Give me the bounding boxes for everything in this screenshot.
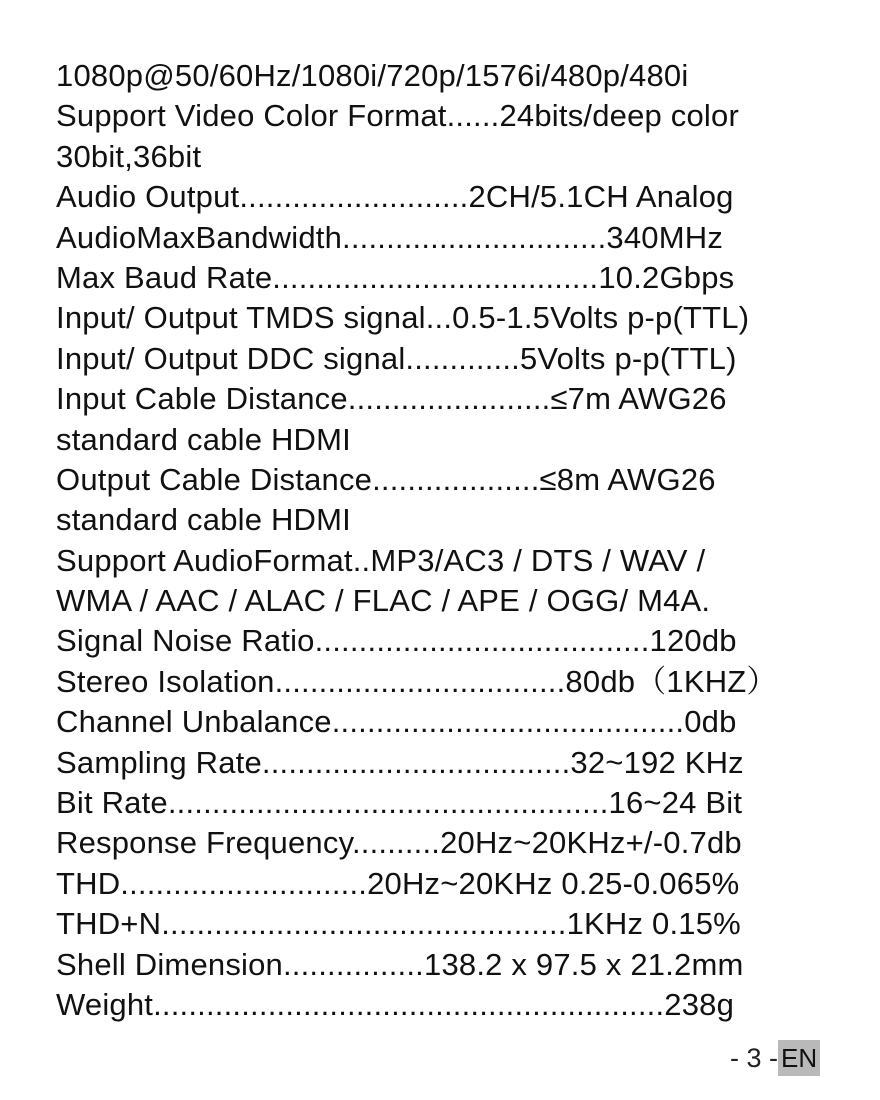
spec-line: Input/ Output TMDS signal...0.5-1.5Volts p-p(TTL) xyxy=(56,300,750,336)
spec-line: Support Video Color Format......24bits/deep color xyxy=(56,98,739,134)
spec-line: Sampling Rate...................................32~192 KHz xyxy=(56,744,744,780)
spec-line: THD+N..............................................1KHz 0.15% xyxy=(56,906,741,942)
spec-line: standard cable HDMI xyxy=(56,502,351,538)
spec-line: Support AudioFormat..MP3/AC3 / DTS / WAV / xyxy=(56,542,706,578)
spec-line: WMA / AAC / ALAC / FLAC / APE / OGG/ M4A. xyxy=(56,583,711,619)
spec-line: Response Frequency..........20Hz~20KHz+/-0.7db xyxy=(56,825,742,861)
spec-line: Stereo Isolation.................................80db（1KHZ） xyxy=(56,663,778,699)
spec-list xyxy=(56,56,856,1025)
spec-line: Weight..........................................................238g xyxy=(56,986,735,1022)
spec-line: standard cable HDMI xyxy=(56,421,351,457)
spec-line: Channel Unbalance........................................0db xyxy=(56,704,737,740)
spec-line: Audio Output..........................2CH/5.1CH Analog xyxy=(56,179,734,215)
page-number: - 3 - xyxy=(730,1043,779,1073)
language-badge: EN xyxy=(778,1040,820,1076)
spec-line: AudioMaxBandwidth..............................340MHz xyxy=(56,219,724,255)
spec-line: Bit Rate..................................................16~24 Bit xyxy=(56,785,743,821)
spec-line: 1080p@50/60Hz/1080i/720p/1576i/480p/480i xyxy=(56,58,689,93)
spec-line: Input Cable Distance.......................≤7m AWG26 xyxy=(56,381,727,417)
page-footer xyxy=(730,1038,820,1078)
spec-line: 30bit,36bit xyxy=(56,138,202,174)
spec-line: Input/ Output DDC signal.............5Volts p-p(TTL) xyxy=(56,340,737,376)
spec-line: THD............................20Hz~20KHz 0.25-0.065% xyxy=(56,865,740,901)
spec-line: Output Cable Distance...................≤8m AWG26 xyxy=(56,461,716,497)
spec-line: Max Baud Rate.....................................10.2Gbps xyxy=(56,259,735,295)
spec-line: Signal Noise Ratio......................................120db xyxy=(56,623,737,659)
spec-line: Shell Dimension................138.2 x 97.5 x 21.2mm xyxy=(56,946,744,982)
